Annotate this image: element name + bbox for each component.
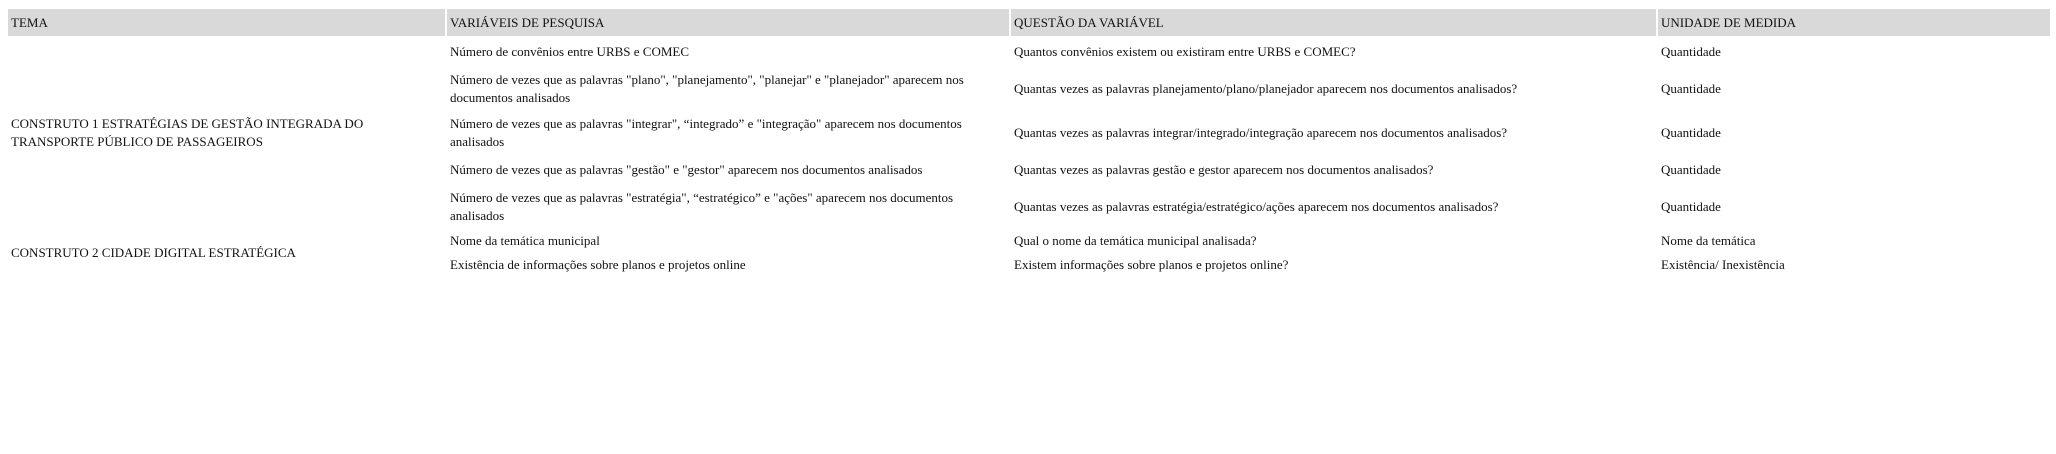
questao-cell: Quantas vezes as palavras planejamento/plano/planejador aparecem nos documentos analisados? — [1011, 68, 1656, 110]
header-variaveis: VARIÁVEIS DE PESQUISA — [447, 9, 1009, 36]
questao-cell: Existem informações sobre planos e projetos online? — [1011, 254, 1656, 276]
questao-cell: Quantos convênios existem ou existiram entre URBS e COMEC? — [1011, 38, 1656, 66]
header-row — [8, 9, 2050, 36]
variavel-cell: Número de vezes que as palavras "gestão" e "gestor" aparecem nos documentos analisados — [447, 156, 1009, 184]
header-tema: TEMA — [8, 9, 445, 36]
questao-cell: Quantas vezes as palavras estratégia/estratégico/ações aparecem nos documentos analisados? — [1011, 186, 1656, 228]
unidade-cell: Nome da temática — [1658, 230, 2050, 252]
variavel-cell: Número de vezes que as palavras "plano", "planejamento", "planejar" e "planejador" aparecem nos documentos analisados — [447, 68, 1009, 110]
variavel-cell: Número de vezes que as palavras "integrar", “integrado” e "integração" aparecem nos documentos analisados — [447, 112, 1009, 154]
tema-cell: CONSTRUTO 1 ESTRATÉGIAS DE GESTÃO INTEGRADA DO TRANSPORTE PÚBLICO DE PASSAGEIROS — [8, 38, 445, 228]
questao-cell: Qual o nome da temática municipal analisada? — [1011, 230, 1656, 252]
variavel-cell: Número de vezes que as palavras "estratégia", “estratégico” e "ações" aparecem nos documentos analisados — [447, 186, 1009, 228]
tema-cell: CONSTRUTO 2 CIDADE DIGITAL ESTRATÉGICA — [8, 230, 445, 276]
unidade-cell: Quantidade — [1658, 186, 2050, 228]
questao-cell: Quantas vezes as palavras gestão e gestor aparecem nos documentos analisados? — [1011, 156, 1656, 184]
variables-table — [6, 7, 2052, 278]
table-row — [8, 230, 2050, 252]
variavel-cell: Nome da temática municipal — [447, 230, 1009, 252]
table-row — [8, 38, 2050, 66]
variavel-cell: Existência de informações sobre planos e projetos online — [447, 254, 1009, 276]
unidade-cell: Quantidade — [1658, 68, 2050, 110]
unidade-cell: Existência/ Inexistência — [1658, 254, 2050, 276]
header-unidade: UNIDADE DE MEDIDA — [1658, 9, 2050, 36]
header-questao: QUESTÃO DA VARIÁVEL — [1011, 9, 1656, 36]
unidade-cell: Quantidade — [1658, 112, 2050, 154]
variavel-cell: Número de convênios entre URBS e COMEC — [447, 38, 1009, 66]
unidade-cell: Quantidade — [1658, 156, 2050, 184]
questao-cell: Quantas vezes as palavras integrar/integrado/integração aparecem nos documentos analisados? — [1011, 112, 1656, 154]
unidade-cell: Quantidade — [1658, 38, 2050, 66]
